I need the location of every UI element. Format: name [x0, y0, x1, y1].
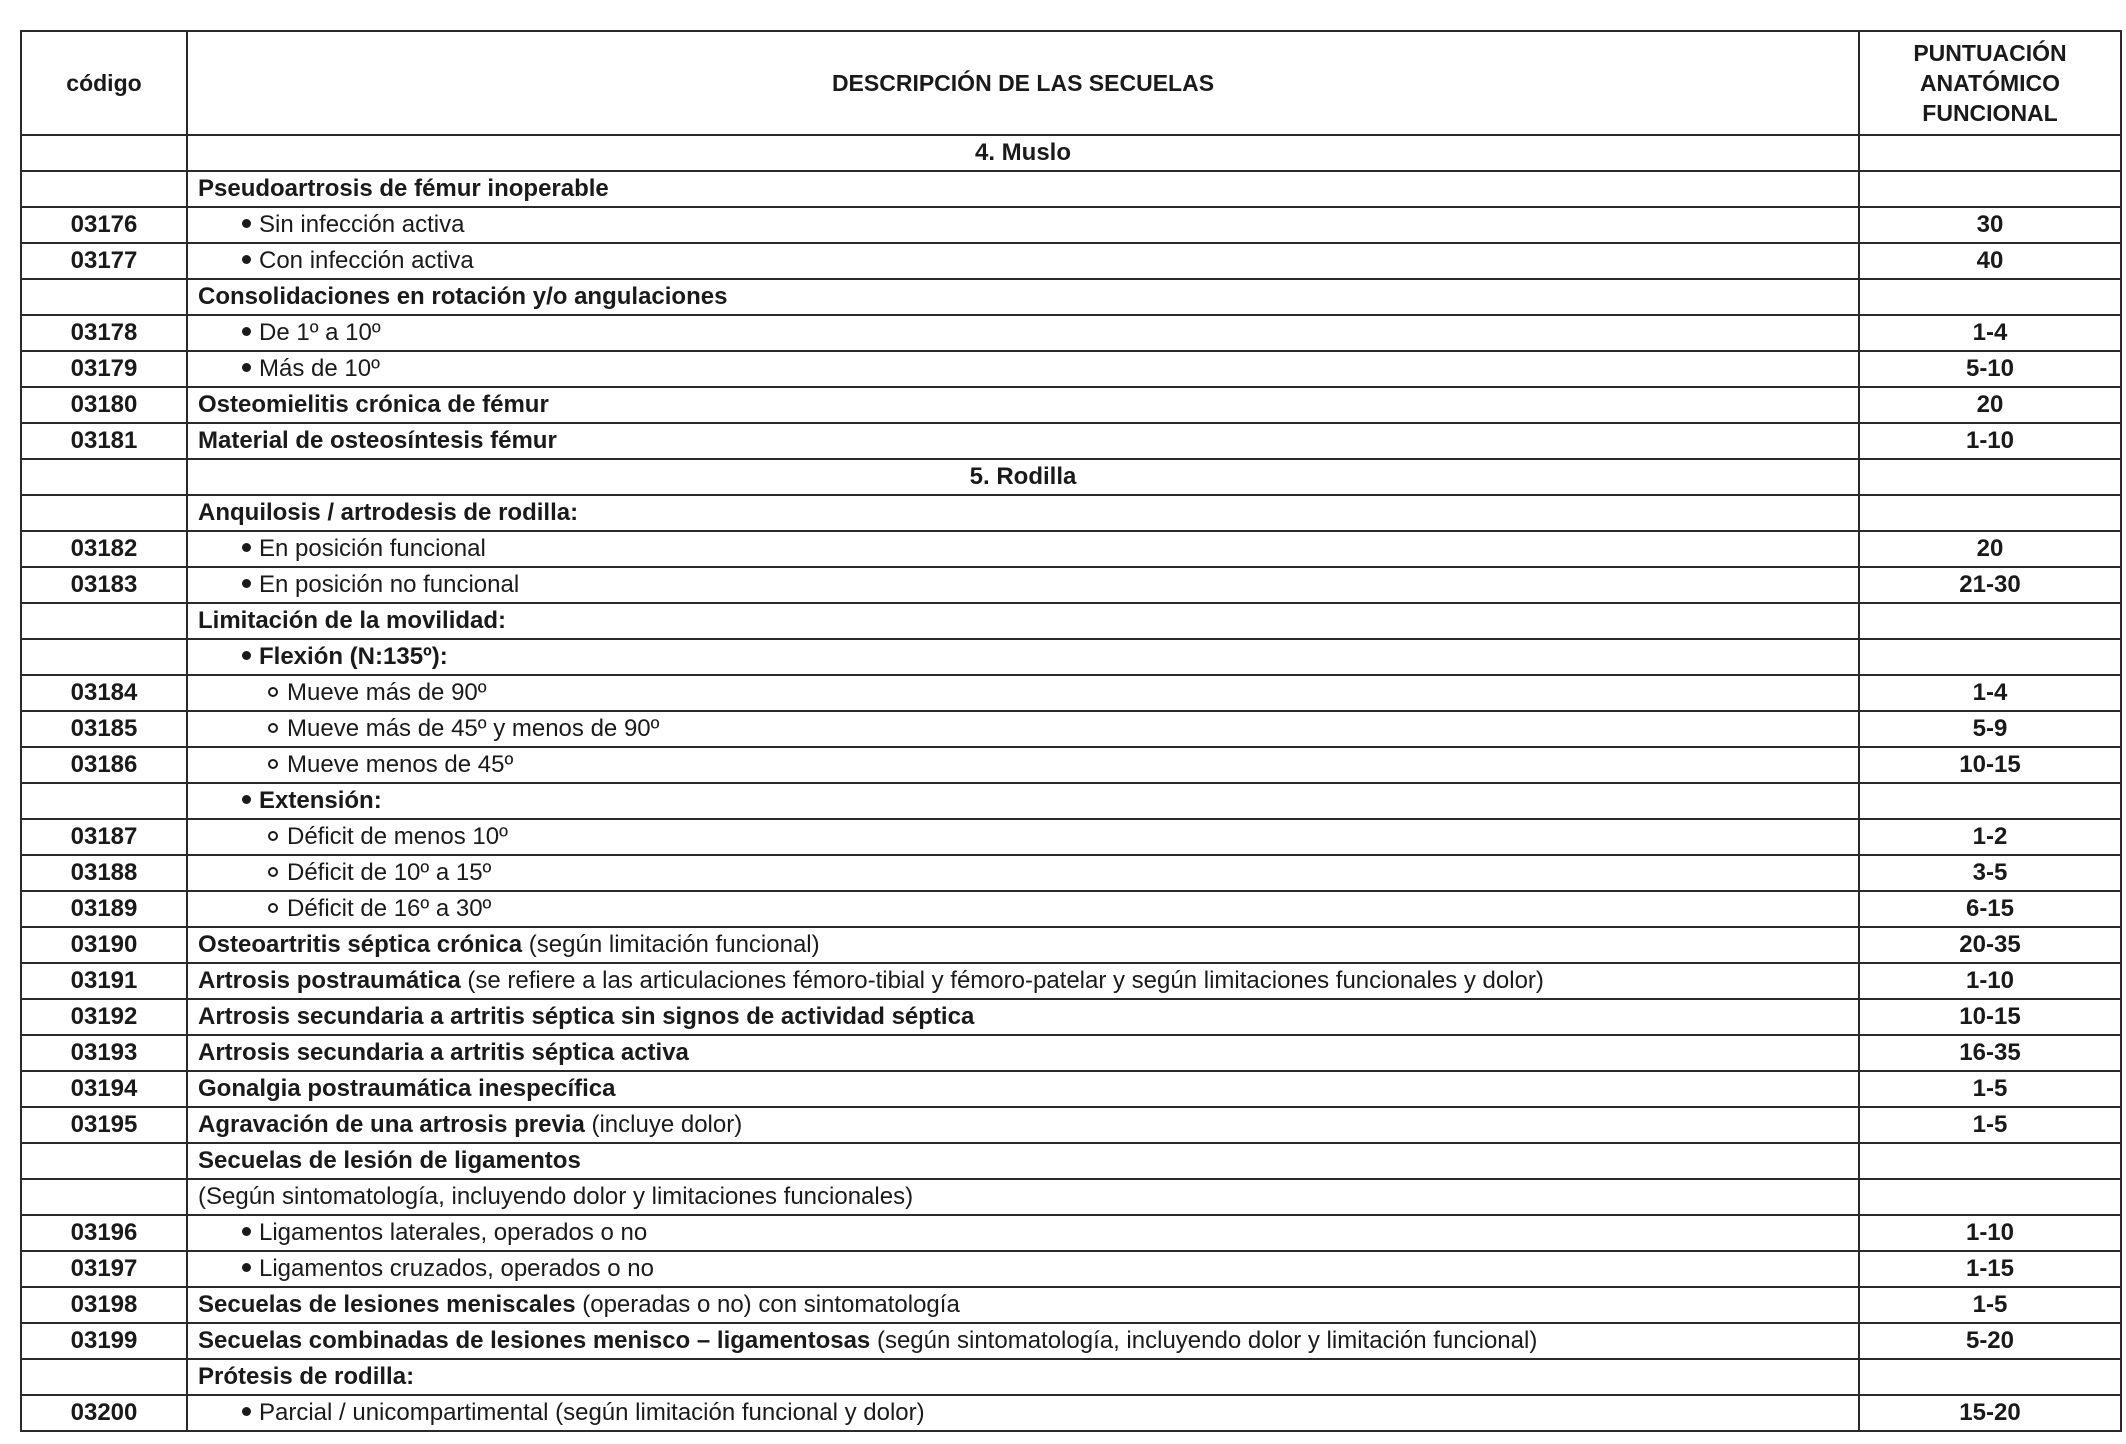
row-score: 6-15 — [1859, 891, 2121, 927]
row-score: 1-10 — [1859, 1215, 2121, 1251]
hollow-bullet-icon — [268, 831, 278, 841]
row-score: 1-5 — [1859, 1287, 2121, 1323]
row-score: 3-5 — [1859, 855, 2121, 891]
description-bold-text: Gonalgia postraumática inespecífica — [198, 1075, 616, 1102]
description-bold-text: Flexión (N:135º): — [259, 643, 448, 670]
section-title — [187, 459, 1859, 495]
row-score — [1859, 495, 2121, 531]
bullet-icon — [242, 363, 251, 372]
description-bold-text: Material de osteosíntesis fémur — [198, 427, 557, 454]
table-row — [21, 1323, 2121, 1359]
table-row — [21, 1179, 2121, 1215]
row-score — [1859, 639, 2121, 675]
row-description — [187, 1323, 1859, 1359]
row-description — [187, 1071, 1859, 1107]
sequelae-table-sheet — [20, 30, 2120, 1432]
description-text: (incluye dolor) — [584, 1111, 743, 1138]
description-text: En posición funcional — [259, 535, 486, 562]
row-description — [187, 315, 1859, 351]
row-description — [187, 171, 1859, 207]
description-text: Parcial / unicompartimental (según limitación funcional y dolor) — [259, 1399, 925, 1426]
bullet-icon — [242, 1263, 251, 1272]
row-score: 30 — [1859, 207, 2121, 243]
row-code: 03187 — [21, 819, 187, 855]
row-description — [187, 963, 1859, 999]
table-row — [21, 747, 2121, 783]
table-row — [21, 639, 2121, 675]
row-code: 03200 — [21, 1395, 187, 1431]
table-row — [21, 531, 2121, 567]
description-text: Mueve menos de 45º — [287, 751, 514, 778]
row-code: 03180 — [21, 387, 187, 423]
description-bold-text: Secuelas de lesión de ligamentos — [198, 1147, 581, 1174]
bullet-icon — [242, 1227, 251, 1236]
row-code: 03196 — [21, 1215, 187, 1251]
description-bold-text: Artrosis secundaria a artritis séptica sin signos de actividad séptica — [198, 1003, 975, 1030]
table-row — [21, 891, 2121, 927]
hollow-bullet-icon — [268, 759, 278, 769]
table-row — [21, 315, 2121, 351]
row-description — [187, 1287, 1859, 1323]
row-code — [21, 783, 187, 819]
row-description — [187, 351, 1859, 387]
row-description — [187, 999, 1859, 1035]
description-text: Mueve más de 90º — [287, 679, 487, 706]
table-row — [21, 1287, 2121, 1323]
row-score: 20 — [1859, 531, 2121, 567]
row-description — [187, 855, 1859, 891]
row-description — [187, 1107, 1859, 1143]
row-code: 03179 — [21, 351, 187, 387]
description-text: (Según sintomatología, incluyendo dolor y limitaciones funcionales) — [198, 1183, 914, 1210]
description-bold-text: Anquilosis / artrodesis de rodilla: — [198, 499, 579, 526]
row-code — [21, 279, 187, 315]
row-code — [21, 603, 187, 639]
table-row — [21, 1251, 2121, 1287]
description-text: Con infección activa — [259, 247, 474, 274]
description-text: (según sintomatología, incluyendo dolor y limitación funcional) — [870, 1327, 1538, 1354]
section-row — [21, 459, 2121, 495]
row-description — [187, 1215, 1859, 1251]
description-text: Déficit de menos 10º — [287, 823, 508, 850]
table-row — [21, 603, 2121, 639]
row-description — [187, 783, 1859, 819]
description-text: Déficit de 16º a 30º — [287, 895, 492, 922]
table-row — [21, 1071, 2121, 1107]
row-code: 03190 — [21, 927, 187, 963]
description-bold-text: Artrosis postraumática — [198, 967, 461, 994]
row-score: 21-30 — [1859, 567, 2121, 603]
row-description — [187, 927, 1859, 963]
description-bold-text: Agravación de una artrosis previa — [198, 1111, 585, 1138]
row-code: 03184 — [21, 675, 187, 711]
row-score: 1-4 — [1859, 675, 2121, 711]
table-row — [21, 675, 2121, 711]
description-text: Déficit de 10º a 15º — [287, 859, 492, 886]
row-code: 03189 — [21, 891, 187, 927]
row-code: 03178 — [21, 315, 187, 351]
hollow-bullet-icon — [268, 867, 278, 877]
table-body — [21, 135, 2121, 1431]
table-row — [21, 279, 2121, 315]
bullet-icon — [242, 327, 251, 336]
description-text: De 1º a 10º — [259, 319, 381, 346]
row-description — [187, 1143, 1859, 1179]
description-bold-text: Prótesis de rodilla: — [198, 1363, 415, 1390]
row-description — [187, 603, 1859, 639]
row-score: 5-9 — [1859, 711, 2121, 747]
row-score: 1-10 — [1859, 423, 2121, 459]
table-row — [21, 963, 2121, 999]
row-score — [1859, 459, 2121, 495]
table-row — [21, 819, 2121, 855]
row-code: 03177 — [21, 243, 187, 279]
bullet-icon — [242, 795, 251, 804]
row-score: 1-4 — [1859, 315, 2121, 351]
description-bold-text: Limitación de la movilidad: — [198, 607, 507, 634]
row-description — [187, 711, 1859, 747]
table-row — [21, 423, 2121, 459]
row-description — [187, 207, 1859, 243]
row-code: 03197 — [21, 1251, 187, 1287]
description-text: (según limitación funcional) — [522, 931, 820, 958]
hollow-bullet-icon — [268, 687, 278, 697]
description-bold-text: Extensión: — [259, 787, 382, 814]
table-row — [21, 1359, 2121, 1395]
row-code: 03191 — [21, 963, 187, 999]
row-description — [187, 495, 1859, 531]
row-code: 03194 — [21, 1071, 187, 1107]
row-description — [187, 279, 1859, 315]
row-score — [1859, 171, 2121, 207]
row-score — [1859, 603, 2121, 639]
description-bold-text: Pseudoartrosis de fémur inoperable — [198, 175, 609, 202]
row-code — [21, 1179, 187, 1215]
row-code — [21, 495, 187, 531]
row-score — [1859, 1179, 2121, 1215]
row-code: 03186 — [21, 747, 187, 783]
row-description — [187, 1359, 1859, 1395]
row-code: 03195 — [21, 1107, 187, 1143]
row-description — [187, 675, 1859, 711]
description-text: Sin infección activa — [259, 211, 465, 238]
row-code: 03198 — [21, 1287, 187, 1323]
description-bold-text: Consolidaciones en rotación y/o angulaciones — [198, 283, 728, 310]
row-score: 5-20 — [1859, 1323, 2121, 1359]
row-code: 03199 — [21, 1323, 187, 1359]
bullet-icon — [242, 651, 251, 660]
row-score: 1-5 — [1859, 1071, 2121, 1107]
section-title — [187, 135, 1859, 171]
row-description — [187, 819, 1859, 855]
row-score: 16-35 — [1859, 1035, 2121, 1071]
row-description — [187, 531, 1859, 567]
description-text: (se refiere a las articulaciones fémoro-tibial y fémoro-patelar y según limitaciones funcionales y dolor) — [460, 967, 1544, 994]
table-header-row — [21, 31, 2121, 135]
description-bold-text: Secuelas combinadas de lesiones menisco – ligamentosas — [198, 1327, 871, 1354]
row-code: 03192 — [21, 999, 187, 1035]
header-description: DESCRIPCIÓN DE LAS SECUELAS — [187, 31, 1859, 135]
description-bold-text: Osteoartritis séptica crónica — [198, 931, 523, 958]
row-score: 5-10 — [1859, 351, 2121, 387]
row-score: 40 — [1859, 243, 2121, 279]
row-code: 03185 — [21, 711, 187, 747]
row-score — [1859, 135, 2121, 171]
table-row — [21, 567, 2121, 603]
row-score — [1859, 279, 2121, 315]
row-description — [187, 567, 1859, 603]
row-code — [21, 639, 187, 675]
row-code — [21, 459, 187, 495]
description-text: Ligamentos laterales, operados o no — [259, 1219, 648, 1246]
table-row — [21, 387, 2121, 423]
row-score: 1-2 — [1859, 819, 2121, 855]
row-code: 03176 — [21, 207, 187, 243]
description-text: Más de 10º — [259, 355, 380, 382]
row-code — [21, 171, 187, 207]
row-description — [187, 891, 1859, 927]
sequelae-table — [20, 30, 2122, 1432]
row-score: 20-35 — [1859, 927, 2121, 963]
row-code: 03182 — [21, 531, 187, 567]
row-code: 03193 — [21, 1035, 187, 1071]
row-score — [1859, 1143, 2121, 1179]
hollow-bullet-icon — [268, 903, 278, 913]
row-description — [187, 387, 1859, 423]
table-row — [21, 1395, 2121, 1431]
table-row — [21, 1035, 2121, 1071]
description-bold-text: 5. Rodilla — [969, 463, 1077, 490]
bullet-icon — [242, 219, 251, 228]
row-score: 15-20 — [1859, 1395, 2121, 1431]
table-row — [21, 927, 2121, 963]
row-score — [1859, 1359, 2121, 1395]
row-code: 03183 — [21, 567, 187, 603]
row-score: 1-5 — [1859, 1107, 2121, 1143]
description-bold-text: 4. Muslo — [974, 139, 1071, 166]
row-description — [187, 243, 1859, 279]
row-code — [21, 135, 187, 171]
row-score — [1859, 783, 2121, 819]
header-score: PUNTUACIÓN ANATÓMICO FUNCIONAL — [1859, 31, 2121, 135]
row-score: 1-10 — [1859, 963, 2121, 999]
description-text: (operadas o no) con sintomatología — [575, 1291, 960, 1318]
table-row — [21, 999, 2121, 1035]
bullet-icon — [242, 1407, 251, 1416]
bullet-icon — [242, 543, 251, 552]
table-row — [21, 1107, 2121, 1143]
row-description — [187, 1395, 1859, 1431]
table-row — [21, 243, 2121, 279]
header-code: código — [21, 31, 187, 135]
row-description — [187, 1251, 1859, 1287]
table-row — [21, 207, 2121, 243]
row-description — [187, 747, 1859, 783]
row-score: 1-15 — [1859, 1251, 2121, 1287]
table-row — [21, 711, 2121, 747]
description-text: Ligamentos cruzados, operados o no — [259, 1255, 654, 1282]
row-description — [187, 1035, 1859, 1071]
table-row — [21, 171, 2121, 207]
description-bold-text: Secuelas de lesiones meniscales — [198, 1291, 576, 1318]
row-code — [21, 1359, 187, 1395]
row-code: 03188 — [21, 855, 187, 891]
table-row — [21, 855, 2121, 891]
row-score: 10-15 — [1859, 747, 2121, 783]
row-description — [187, 423, 1859, 459]
table-row — [21, 1215, 2121, 1251]
row-description — [187, 1179, 1859, 1215]
description-text: Mueve más de 45º y menos de 90º — [287, 715, 660, 742]
row-code: 03181 — [21, 423, 187, 459]
description-bold-text: Artrosis secundaria a artritis séptica activa — [198, 1039, 689, 1066]
row-score: 10-15 — [1859, 999, 2121, 1035]
bullet-icon — [242, 255, 251, 264]
table-row — [21, 783, 2121, 819]
table-row — [21, 495, 2121, 531]
table-row — [21, 351, 2121, 387]
table-row — [21, 1143, 2121, 1179]
bullet-icon — [242, 579, 251, 588]
description-bold-text: Osteomielitis crónica de fémur — [198, 391, 549, 418]
row-score: 20 — [1859, 387, 2121, 423]
section-row — [21, 135, 2121, 171]
hollow-bullet-icon — [268, 723, 278, 733]
description-text: En posición no funcional — [259, 571, 520, 598]
row-description — [187, 639, 1859, 675]
row-code — [21, 1143, 187, 1179]
